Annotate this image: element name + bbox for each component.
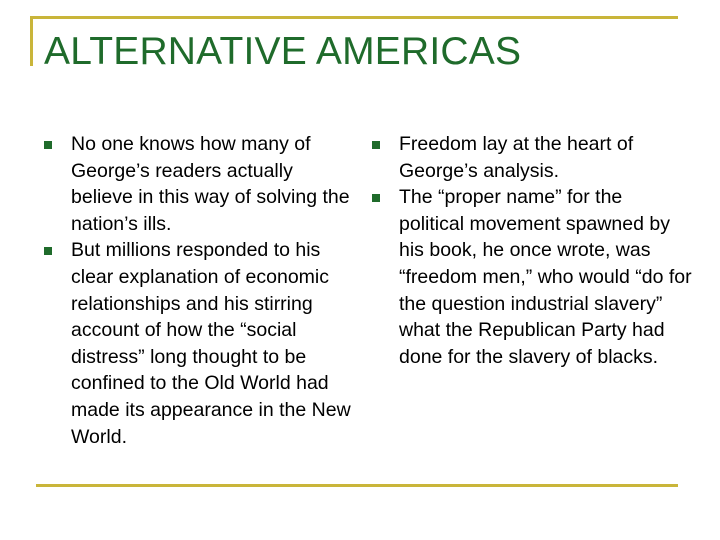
square-bullet-icon: [44, 247, 52, 255]
right-bullet-list: [372, 131, 692, 370]
title-frame-left-rule: [30, 16, 33, 66]
bullet-text: The “proper name” for the political movement spawned by his book, he once wrote, was “freedom men,” who would “do for the question industrial slavery” what the Republican Party had done for the slavery of blacks.: [399, 186, 692, 368]
square-bullet-icon: [44, 141, 52, 149]
bullet-text: No one knows how many of George’s readers actually believe in this way of solving the nation’s ills.: [71, 133, 350, 235]
bottom-rule: [36, 484, 678, 487]
slide-title: ALTERNATIVE AMERICAS: [44, 30, 522, 73]
list-item: [44, 131, 359, 237]
square-bullet-icon: [372, 194, 380, 202]
title-frame-top-rule: [30, 16, 678, 19]
list-item: [44, 237, 359, 450]
left-bullet-list: [44, 131, 359, 450]
list-item: [372, 131, 692, 184]
square-bullet-icon: [372, 141, 380, 149]
list-item: [372, 184, 692, 370]
bullet-text: But millions responded to his clear explanation of economic relationships and his stirring account of how the “social distress” long thought to be confined to the Old World had made its appearance in the New World.: [71, 239, 351, 448]
bullet-text: Freedom lay at the heart of George’s analysis.: [399, 133, 634, 182]
